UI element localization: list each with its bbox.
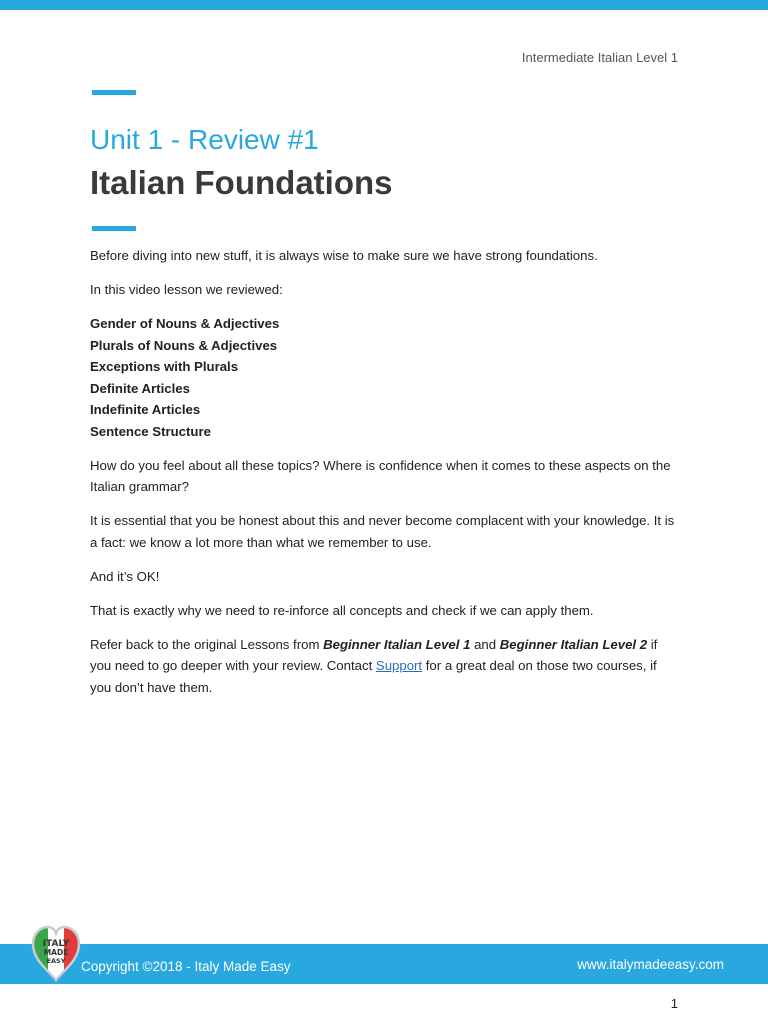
main-content — [90, 245, 680, 711]
copyright-text: Copyright ©2018 - Italy Made Easy — [81, 959, 291, 974]
italy-made-easy-logo — [30, 924, 82, 982]
course-header-label: Intermediate Italian Level 1 — [521, 50, 678, 65]
refer-text-after: for a great deal on those two courses, if you don’t have them. — [90, 658, 657, 695]
topic-item: Plurals of Nouns & Adjectives — [90, 337, 278, 353]
course-name-beginner-2: Beginner Italian Level 2 — [499, 636, 648, 652]
reinforce-paragraph: That is exactly why we need to re-inforce all concepts and check if we can apply them. — [90, 602, 594, 618]
topic-item: Indefinite Articles — [90, 402, 201, 417]
unit-title: Unit 1 - Review #1 — [90, 124, 319, 155]
title-accent-line-bottom — [92, 226, 136, 231]
ok-paragraph: And it’s OK! — [90, 568, 160, 584]
reviewed-intro: In this video lesson we reviewed: — [90, 282, 283, 297]
intro-paragraph: Before diving into new stuff, it is always wise to make sure we have strong foundations. — [90, 248, 598, 263]
top-accent-bar — [0, 0, 768, 10]
topic-item: Definite Articles — [90, 380, 190, 396]
logo-text-italy: ITALY — [42, 939, 70, 949]
title-accent-line-top — [92, 90, 136, 95]
page-title: Italian Foundations — [90, 164, 393, 201]
website-link[interactable]: www.italymadeeasy.com — [577, 957, 724, 972]
course-name-beginner-1: Beginner Italian Level 1 — [323, 636, 471, 652]
logo-text-made: MADE — [43, 948, 69, 957]
logo-text-easy: EASY — [46, 957, 66, 965]
refer-text-and: and — [470, 636, 500, 652]
refer-paragraph — [90, 634, 680, 699]
question-paragraph: How do you feel about all these topics? Where is confidence when it comes to these aspects on the Italian grammar? — [90, 457, 671, 494]
footer-bar — [0, 944, 768, 984]
topic-item: Gender of Nouns & Adjectives — [90, 316, 280, 331]
topic-item: Exceptions with Plurals — [90, 359, 239, 374]
topic-item: Sentence Structure — [90, 423, 211, 439]
refer-text-middle: if you need to go deeper with your review. Contact — [90, 636, 658, 673]
honesty-paragraph: It is essential that you be honest about this and never become complacent with your knowledge. It is a fact: we know a lot more than what we remember to use. — [90, 513, 675, 550]
refer-text-before: Refer back to the original Lessons from — [90, 636, 324, 652]
support-link[interactable]: Support — [375, 658, 423, 673]
page-number: 1 — [670, 996, 678, 1011]
topics-list — [90, 313, 680, 442]
